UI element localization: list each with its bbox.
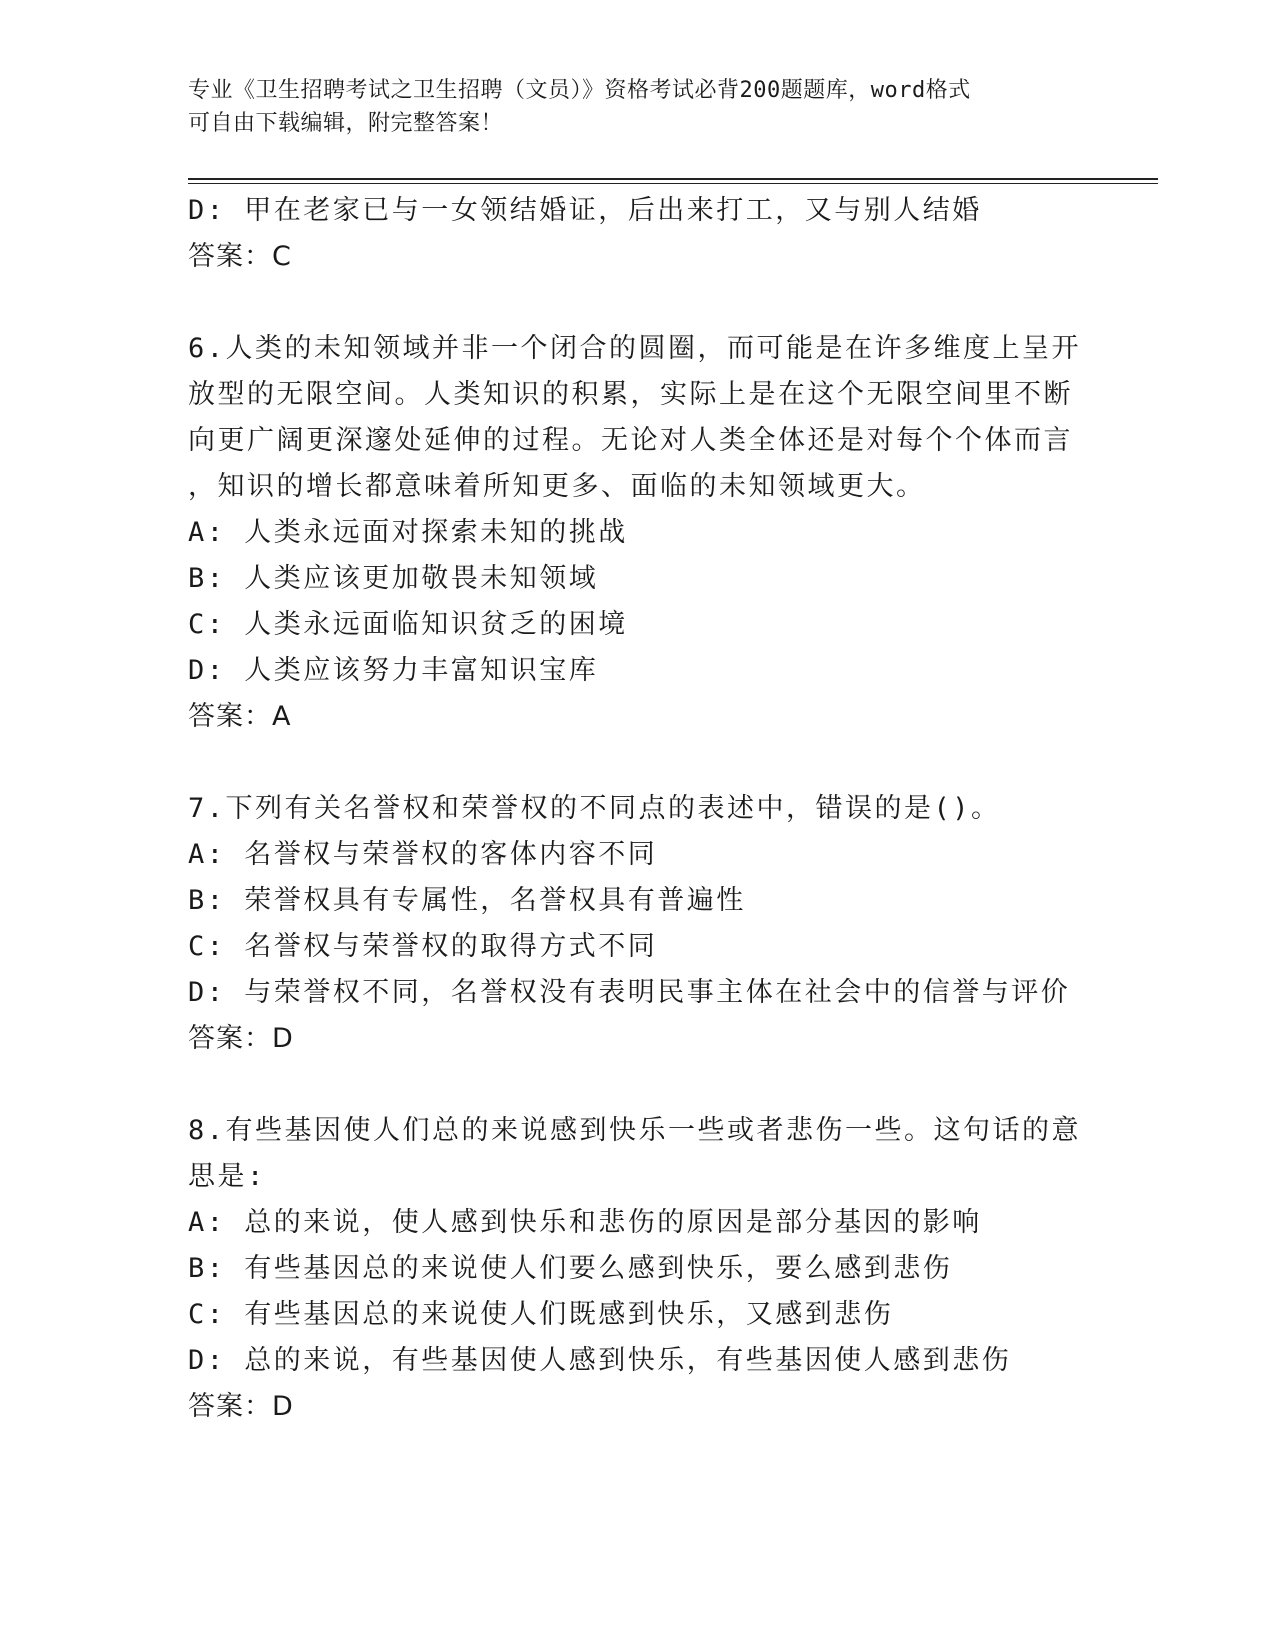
header-divider-thin: [188, 183, 1158, 184]
header-divider-thick: [188, 178, 1158, 180]
option-d: D: 人类应该努力丰富知识宝库: [188, 655, 599, 686]
option-c: C: 名誉权与荣誉权的取得方式不同: [188, 931, 658, 962]
option-d: D: 与荣誉权不同，名誉权没有表明民事主体在社会中的信誉与评价: [188, 977, 1071, 1008]
spacer: [188, 280, 1068, 326]
option-a: A: 人类永远面对探索未知的挑战: [188, 517, 628, 548]
question-block-8: [188, 1108, 1082, 1430]
option-b: B: 荣誉权具有专属性，名誉权具有普遍性: [188, 885, 746, 916]
spacer: [188, 740, 1068, 786]
question-stem-line: 8.有些基因使人们总的来说感到快乐一些或者悲伤一些。这句话的意: [188, 1115, 1082, 1146]
option-c: C: 有些基因总的来说使人们既感到快乐，又感到悲伤: [188, 1299, 894, 1330]
option-d: D: 甲在老家已与一女领结婚证，后出来打工，又与别人结婚: [188, 195, 982, 226]
question-block-5-tail: [188, 188, 1068, 280]
question-block-7: [188, 786, 1071, 1062]
option-b: B: 有些基因总的来说使人们要么感到快乐，要么感到悲伤: [188, 1253, 953, 1284]
question-stem-line: ，知识的增长都意味着所知更多、面临的未知领域更大。: [188, 471, 926, 502]
option-a: A: 总的来说，使人感到快乐和悲伤的原因是部分基因的影响: [188, 1207, 982, 1238]
option-c: C: 人类永远面临知识贫乏的困境: [188, 609, 628, 640]
answer-line: 答案：D: [188, 1391, 294, 1422]
question-content: [188, 188, 1082, 1430]
page-header: [188, 74, 1088, 140]
spacer: [188, 1062, 1068, 1108]
option-a: A: 名誉权与荣誉权的客体内容不同: [188, 839, 658, 870]
header-title-line-2: 可自由下载编辑，附完整答案！: [188, 111, 504, 136]
question-stem-line: 7.下列有关名誉权和荣誉权的不同点的表述中，错误的是()。: [188, 793, 1001, 824]
answer-line: 答案：A: [188, 701, 292, 732]
question-stem-line: 向更广阔更深邃处延伸的过程。无论对人类全体还是对每个个体而言: [188, 425, 1073, 456]
question-stem-line: 思是:: [188, 1161, 266, 1192]
option-b: B: 人类应该更加敬畏未知领域: [188, 563, 599, 594]
header-title-line-1: 专业《卫生招聘考试之卫生招聘（文员）》资格考试必背200题题库，word格式: [188, 78, 971, 103]
question-stem-line: 放型的无限空间。人类知识的积累，实际上是在这个无限空间里不断: [188, 379, 1073, 410]
answer-line: 答案：C: [188, 241, 292, 272]
question-stem-line: 6.人类的未知领域并非一个闭合的圆圈，而可能是在许多维度上呈开: [188, 333, 1082, 364]
question-block-6: [188, 326, 1082, 740]
option-d: D: 总的来说，有些基因使人感到快乐，有些基因使人感到悲伤: [188, 1345, 1012, 1376]
answer-line: 答案：D: [188, 1023, 294, 1054]
